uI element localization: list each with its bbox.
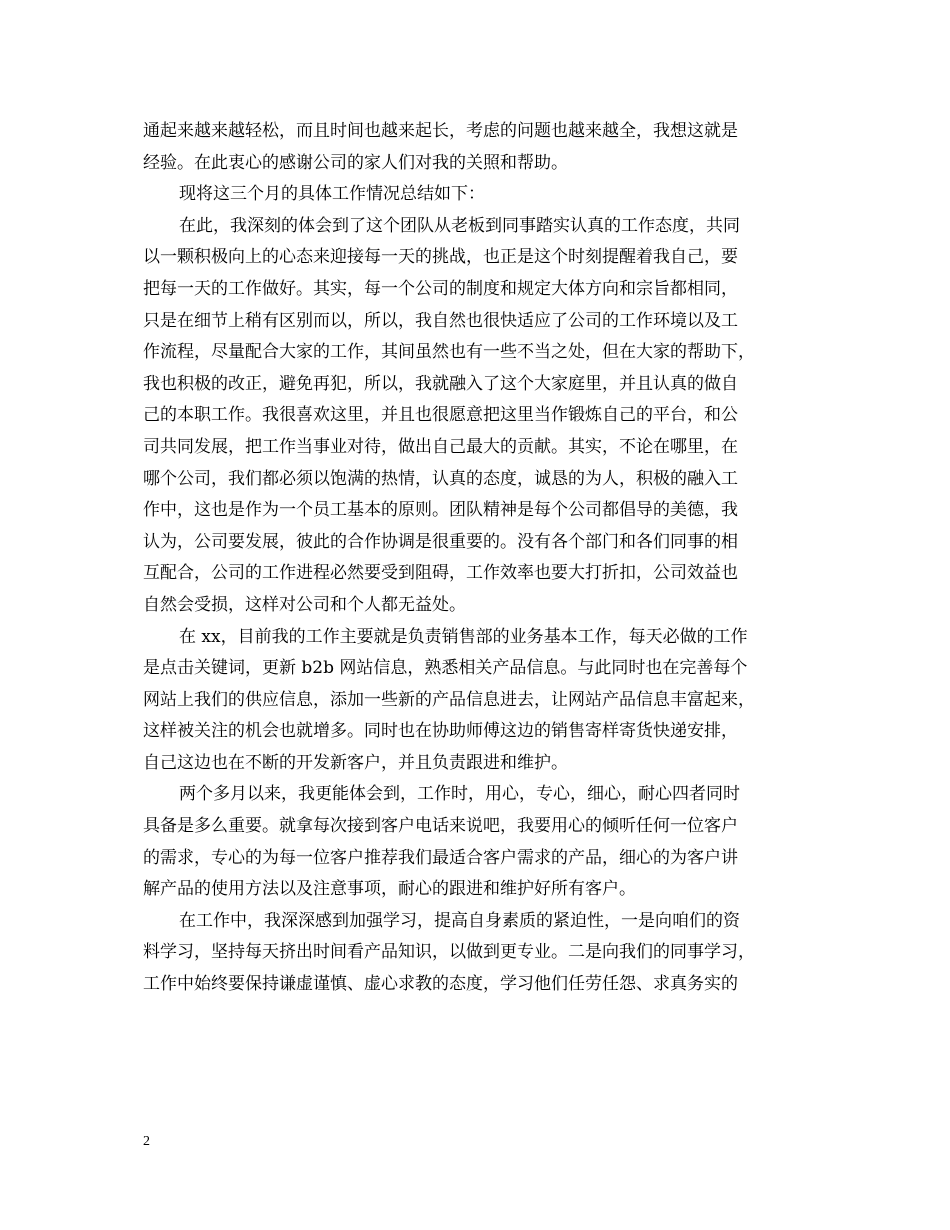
text-line: 只是在细节上稍有区别而以，所以，我自然也很快适应了公司的工作环境以及工 — [143, 310, 738, 331]
text-line: 具备是多么重要。就拿每次接到客户电话来说吧，我要用心的倾听任何一位客户 — [143, 816, 738, 837]
text-line: 网站上我们的供应信息，添加一些新的产品信息进去，让网站产品信息丰富起来， — [143, 689, 755, 710]
text-line: 两个多月以来，我更能体会到，工作时，用心，专心，细心，耐心四者同时 — [179, 784, 740, 805]
text-line: 自己这边也在不断的开发新客户，并且负责跟进和维护。 — [143, 752, 568, 773]
text-line: 料学习，坚持每天挤出时间看产品知识，以做到更专业。二是向我们的同事学习， — [143, 942, 755, 963]
text-line: 互配合，公司的工作进程必然要受到阻碍，工作效率也要大打折扣，公司效益也 — [143, 563, 738, 584]
text-line: 解产品的使用方法以及注意事项，耐心的跟进和维护好所有客户。 — [143, 879, 636, 900]
text-line: 这样被关注的机会也就增多。同时也在协助师傅这边的销售寄样寄货快递安排， — [143, 721, 738, 742]
text-line: 的需求，专心的为每一位客户推荐我们最适合客户需求的产品，细心的为客户讲 — [143, 847, 738, 868]
text-line: 认为，公司要发展，彼此的合作协调是很重要的。没有各个部门和各们同事的相 — [143, 531, 738, 552]
page-number: 2 — [143, 1134, 150, 1149]
text-line: 在工作中，我深深感到加强学习，提高自身素质的紧迫性，一是向咱们的资 — [179, 910, 740, 931]
text-line: 己的本职工作。我很喜欢这里，并且也很愿意把这里当作锻炼自己的平台，和公 — [143, 405, 738, 426]
text-line: 通起来越来越轻松，而且时间也越来起长，考虑的问题也越来越全，我想这就是 — [143, 121, 738, 141]
text-line: 工作中始终要保持谦虚谨慎、虚心求教的态度，学习他们任劳任怨、求真务实的 — [143, 974, 738, 995]
text-line: 是点击关键词，更新 b2b 网站信息，熟悉相关产品信息。与此同时也在完善每个 — [143, 658, 748, 679]
text-line: 现将这三个月的具体工作情况总结如下： — [179, 184, 485, 205]
text-line: 经验。在此衷心的感谢公司的家人们对我的关照和帮助。 — [143, 152, 568, 173]
text-line: 把每一天的工作做好。其实，每一个公司的制度和规定大体方向和宗旨都相同， — [143, 278, 738, 299]
document-body — [143, 116, 815, 1001]
text-line: 在此，我深刻的体会到了这个团队从老板到同事踏实认真的工作态度，共同 — [179, 215, 740, 236]
text-line: 司共同发展，把工作当事业对待，做出自己最大的贡献。其实，不论在哪里，在 — [143, 436, 738, 457]
text-line: 以一颗积极向上的心态来迎接每一天的挑战，也正是这个时刻提醒着我自己，要 — [143, 247, 738, 268]
text-line: 在 xx，目前我的工作主要就是负责销售部的业务基本工作，每天必做的工作 — [179, 626, 748, 647]
text-line: 作中，这也是作为一个员工基本的原则。团队精神是每个公司都倡导的美德，我 — [143, 500, 738, 521]
text-line: 哪个公司，我们都必须以饱满的热情，认真的态度，诚恳的为人，积极的融入工 — [143, 468, 738, 489]
text-line: 自然会受损，这样对公司和个人都无益处。 — [143, 594, 466, 615]
text-line: 作流程，尽量配合大家的工作，其间虽然也有一些不当之处，但在大家的帮助下， — [143, 342, 755, 363]
text-line: 我也积极的改正，避免再犯，所以，我就融入了这个大家庭里，并且认真的做自 — [143, 373, 738, 394]
